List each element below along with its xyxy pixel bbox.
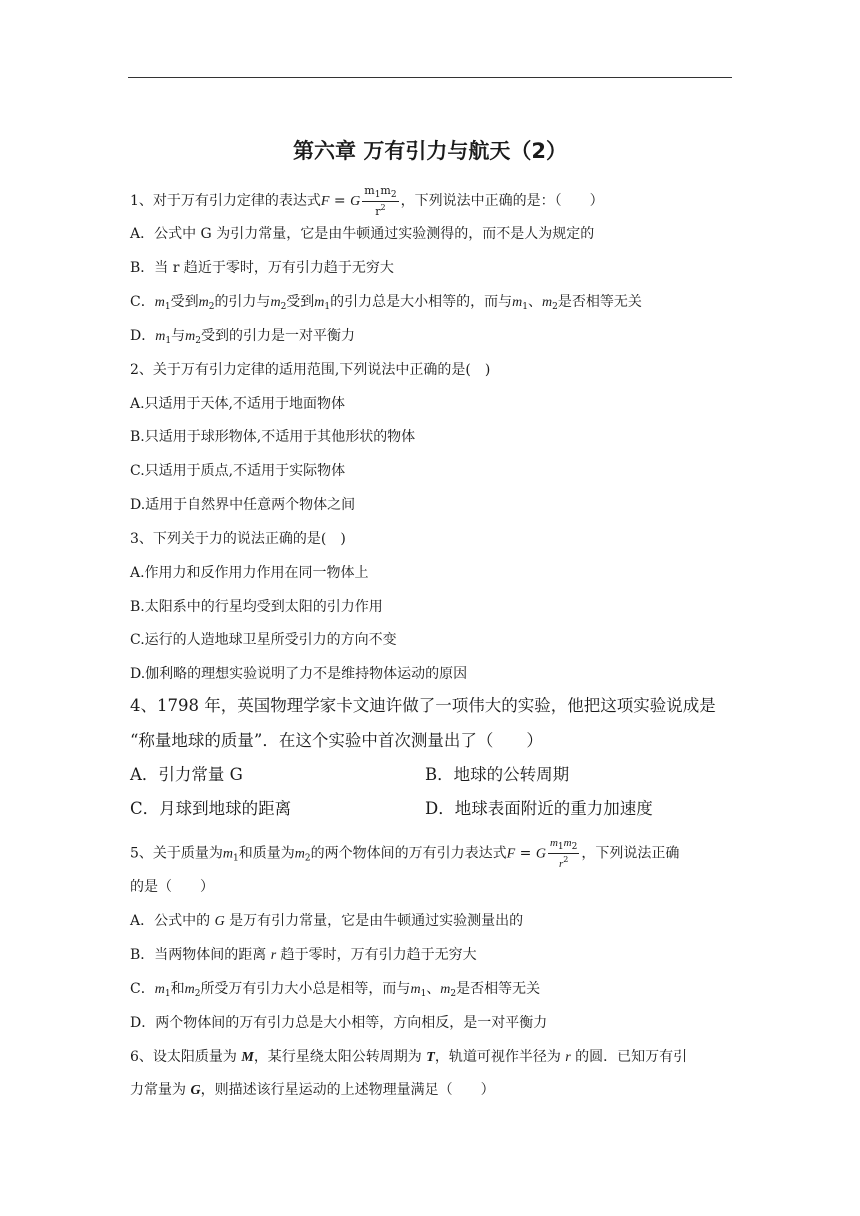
page-title: 第六章 万有引力与航天（2）	[293, 139, 567, 163]
q5-stem-line2: 的是（ ）	[130, 879, 214, 895]
q2-option-d: D.适用于自然界中任意两个物体之间	[130, 497, 356, 513]
q4-stem-line2: “称量地球的质量”．在这个实验中首次测量出了（ ）	[130, 731, 543, 750]
q6-stem-line2: 力常量为 G，则描述该行星运动的上述物理量满足（ ）	[130, 1082, 495, 1098]
q3-stem: 3、下列关于力的说法正确的是( )	[130, 531, 346, 547]
q4-stem-line1: 4、1798 年，英国物理学家卡文迪许做了一项伟大的实验，他把这项实验说成是	[130, 696, 716, 715]
q3-option-a: A.作用力和反作用力作用在同一物体上	[130, 565, 369, 581]
q3-option-c: C.运行的人造地球卫星所受引力的方向不变	[130, 632, 397, 648]
q1-option-c: C．$m_1$受到$m_2$的引力与$m_2$受到$m_1$的引力总是大小相等的，而与$m_1$、$m_2$是否相等无关	[130, 294, 642, 312]
q4-option-d: D．地球表面附近的重力加速度	[425, 799, 653, 818]
q2-option-c: C.只适用于质点,不适用于实际物体	[130, 463, 346, 479]
header-rule	[128, 77, 732, 78]
q3-option-d: D.伽利略的理想实验说明了力不是维持物体运动的原因	[130, 666, 468, 682]
q5-stem-line1: 5、关于质量为$m_1$和质量为$m_2$的两个物体间的万有引力表达式F = G $\frac{m_1m_2}{r^2}$ ，下列说法正确	[130, 837, 680, 870]
q2-option-b: B.只适用于球形物体,不适用于其他形状的物体	[130, 429, 416, 445]
q6-stem-line1: 6、设太阳质量为 M，某行星绕太阳公转周期为 T，轨道可视作半径为 r 的圆．已知万有引	[130, 1049, 688, 1065]
q2-stem: 2、关于万有引力定律的适用范围,下列说法中正确的是( )	[130, 362, 491, 378]
q5-option-b: B．当两物体间的距离 r 趋于零时，万有引力趋于无穷大	[130, 947, 477, 963]
q4-option-c: C．月球到地球的距离	[130, 799, 292, 818]
q5-option-d: D．两个物体间的万有引力总是大小相等，方向相反，是一对平衡力	[130, 1015, 548, 1031]
q3-option-b: B.太阳系中的行星均受到太阳的引力作用	[130, 599, 383, 615]
q5-option-c: C．$m_1$和$m_2$所受万有引力大小总是相等，而与$m_1$、$m_2$是否相等无关	[130, 981, 541, 999]
q1-stem: 1、对于万有引力定律的表达式F = G $\frac{m_1m_2}{r^2}$ ，下列说法中正确的是：（ ）	[130, 184, 604, 218]
q1-formula-fraction: $\frac{m_1m_2}{r^2}$	[364, 184, 397, 218]
q2-option-a: A.只适用于天体,不适用于地面物体	[130, 396, 346, 412]
q1-option-a: A．公式中 G 为引力常量，它是由牛顿通过实验测得的，而不是人为规定的	[130, 226, 595, 242]
q1-option-d: D．$m_1$与$m_2$受到的引力是一对平衡力	[130, 328, 355, 346]
q1-option-b: B．当 r 趋近于零时，万有引力趋于无穷大	[130, 260, 394, 276]
q4-option-a: A．引力常量 G	[130, 765, 243, 784]
q4-option-b: B．地球的公转周期	[425, 765, 570, 784]
q5-option-a: A．公式中的 G 是万有引力常量，它是由牛顿通过实验测量出的	[130, 913, 524, 929]
q5-formula-fraction: $\frac{m_1m_2}{r^2}$	[549, 837, 578, 870]
